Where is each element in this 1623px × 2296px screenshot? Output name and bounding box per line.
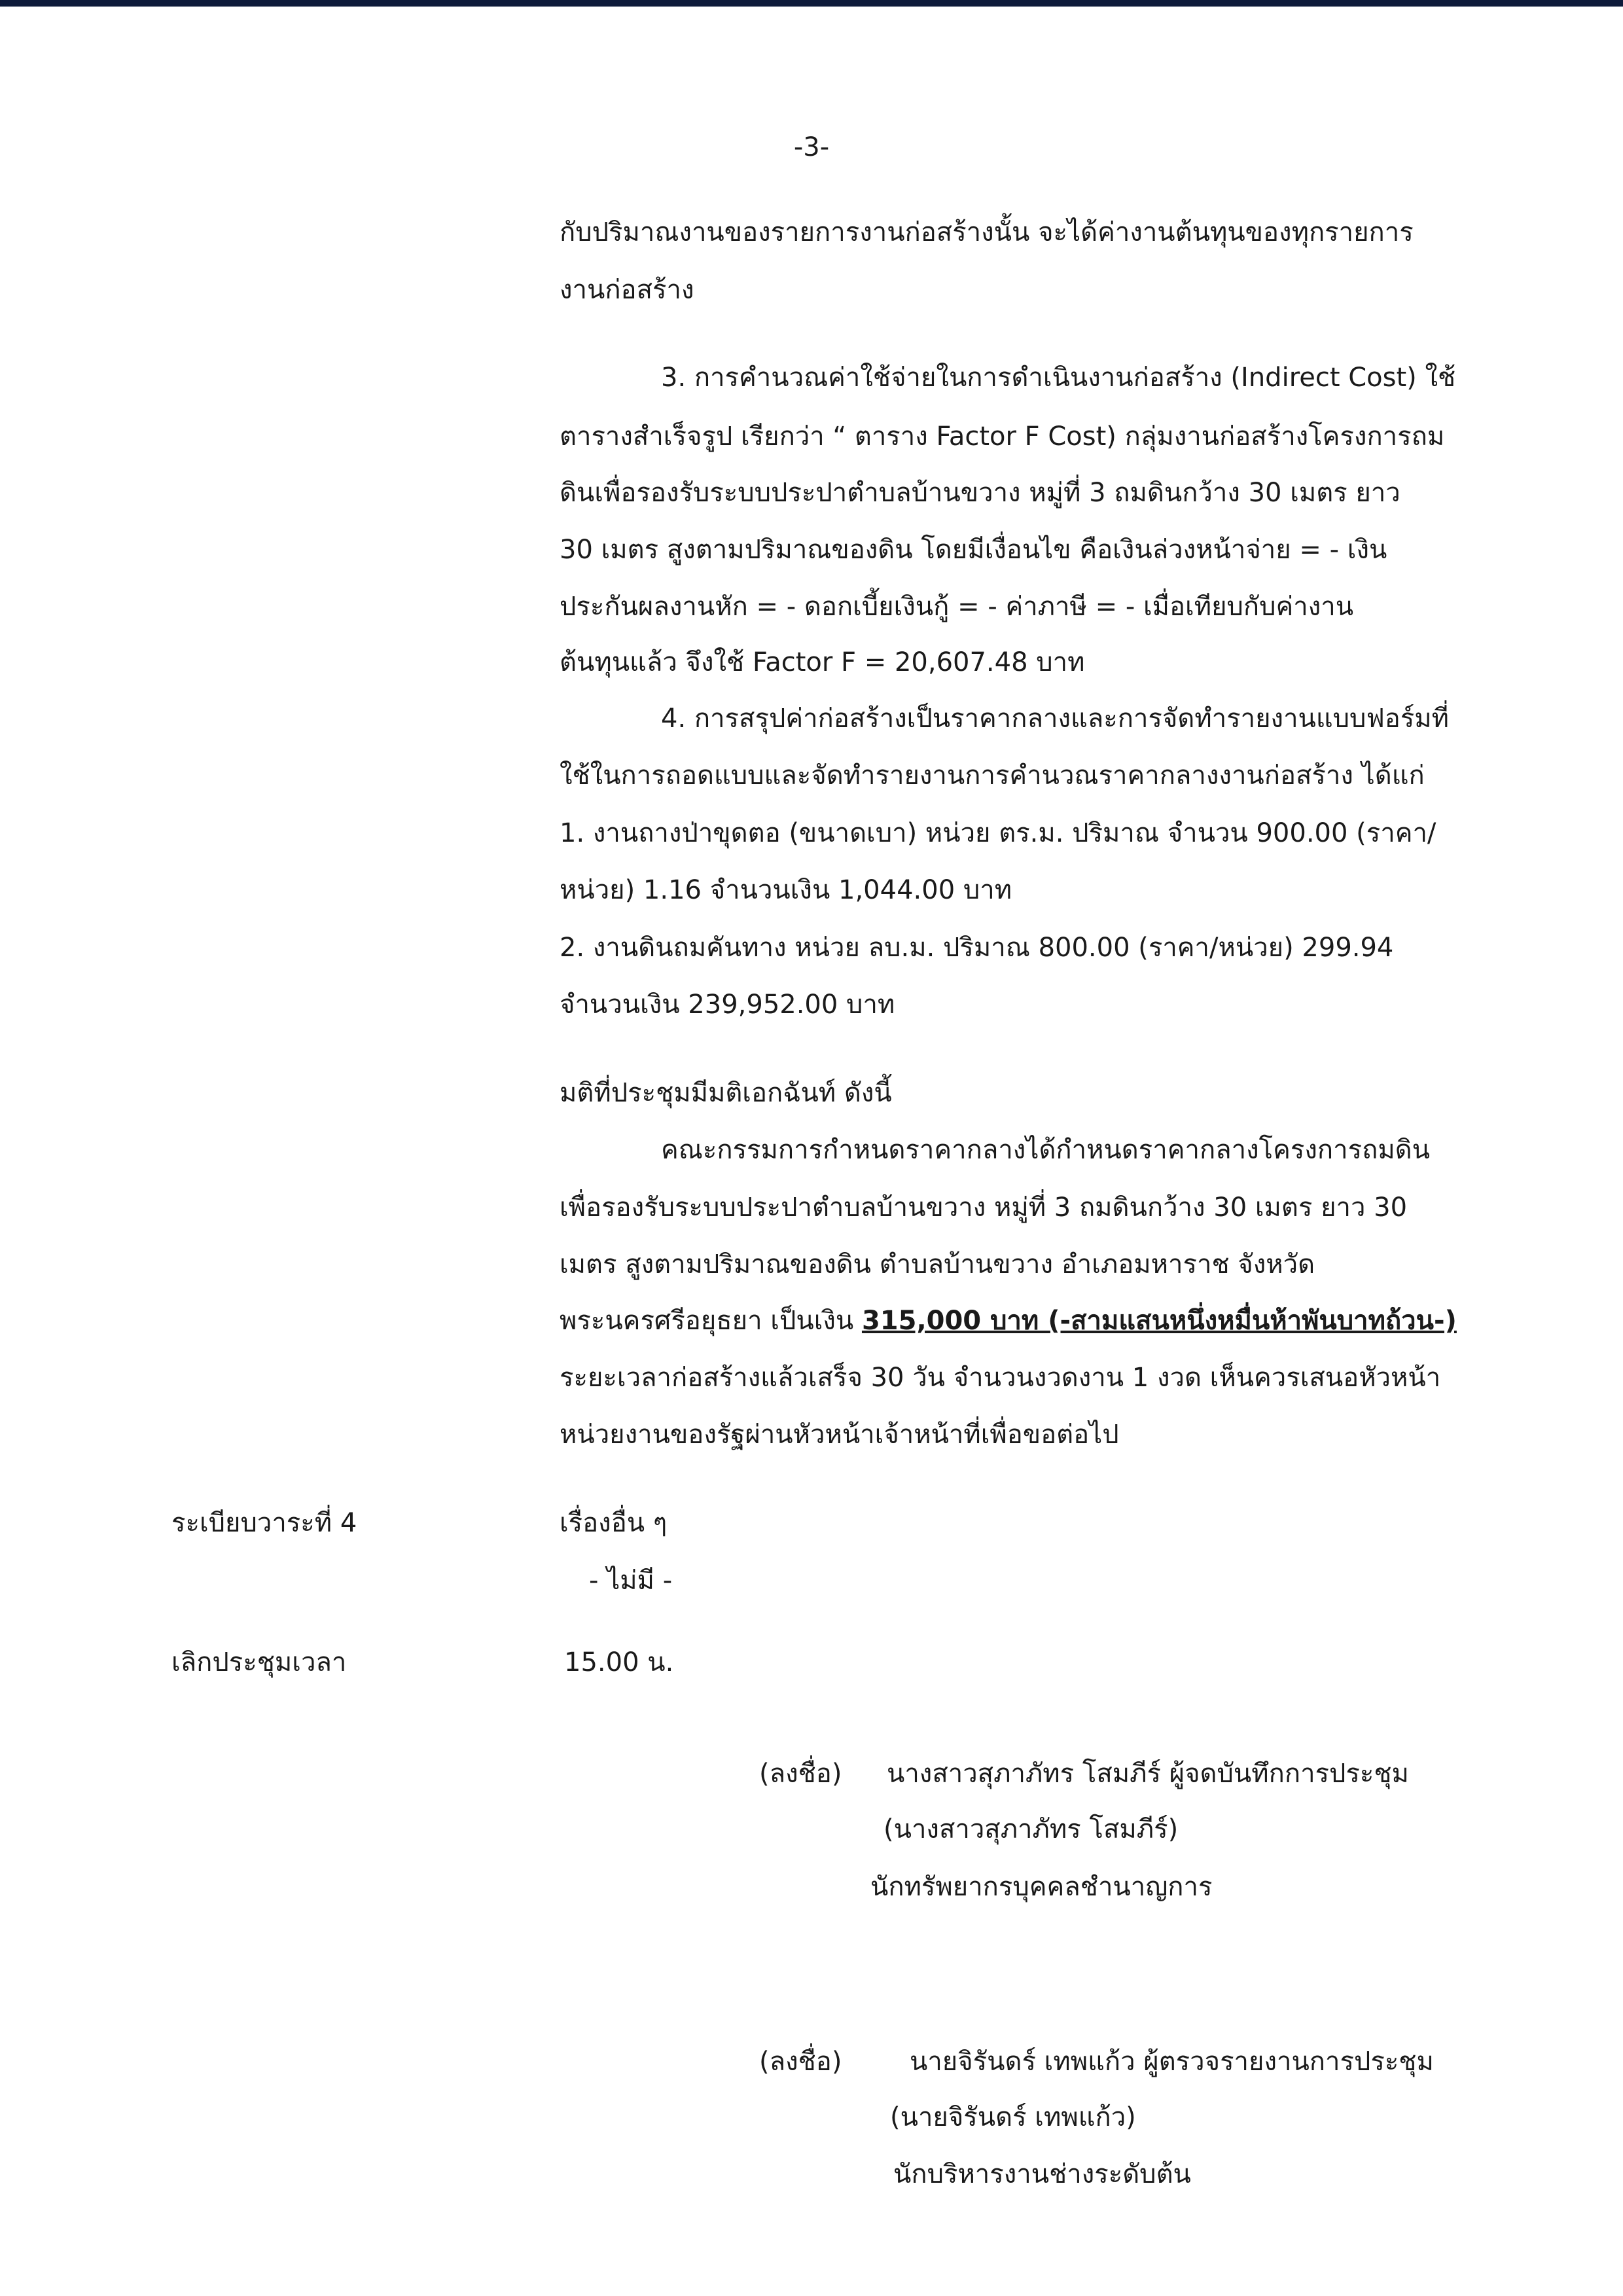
para3-line5: ประกันผลงานหัก = - ดอกเบี้ยเงินกู้ = - ค่าภาษี = - เมื่อเทียบกับค่างาน <box>560 592 1354 622</box>
sign2-prefix: (ลงชื่อ) <box>759 2047 842 2077</box>
para1-line2: งานก่อสร้าง <box>560 275 694 305</box>
sign1-name-role: นางสาวสุภาภัทร โสมภีร์ ผู้จดบันทึกการประชุม <box>887 1759 1409 1789</box>
sign1-prefix: (ลงชื่อ) <box>759 1759 842 1789</box>
sign2-name-role: นายจิรันดร์ เทพแก้ว ผู้ตรวจรายงานการประชุม <box>910 2047 1434 2077</box>
para3-line2: ตารางสำเร็จรูป เรียกว่า “ ตาราง Factor F Cost) กลุ่มงานก่อสร้างโครงการถม <box>560 422 1445 452</box>
para4-line3: 1. งานถางป่าขุดตอ (ขนาดเบา) หน่วย ตร.ม. ปริมาณ จำนวน 900.00 (ราคา/ <box>560 818 1436 848</box>
resolution-heading: มติที่ประชุมมีมติเอกฉันท์ ดังนี้ <box>560 1078 892 1108</box>
para4-line1: 4. การสรุปค่าก่อสร้างเป็นราคากลางและการจัดทำรายงานแบบฟอร์มที่ <box>661 704 1450 734</box>
agenda4-label: ระเบียบวาระที่ 4 <box>171 1508 357 1538</box>
sign1-name-paren: (นางสาวสุภาภัทร โสมภีร์) <box>883 1814 1179 1844</box>
para4-line5: 2. งานดินถมคันทาง หน่วย ลบ.ม. ปริมาณ 800.00 (ราคา/หน่วย) 299.94 <box>560 933 1394 963</box>
para3-line1: 3. การคำนวณค่าใช้จ่ายในการดำเนินงานก่อสร้าง (Indirect Cost) ใช้ <box>661 363 1456 393</box>
para3-line6: ต้นทุนแล้ว จึงใช้ Factor F = 20,607.48 บาท <box>560 647 1085 677</box>
resolution-line4 <box>560 1301 1457 1340</box>
para4-line6: จำนวนเงิน 239,952.00 บาท <box>560 990 895 1020</box>
sign2-position: นักบริหารงานช่างระดับต้น <box>893 2159 1191 2189</box>
para4-line2: ใช้ในการถอดแบบและจัดทำรายงานการคำนวณราคากลางงานก่อสร้าง ได้แก่ <box>560 761 1425 791</box>
para3-line3: ดินเพื่อรองรับระบบประปาตำบลบ้านขวาง หมู่ที่ 3 ถมดินกว้าง 30 เมตร ยาว <box>560 478 1400 508</box>
para4-line4: หน่วย) 1.16 จำนวนเงิน 1,044.00 บาท <box>560 875 1012 905</box>
close-label: เลิกประชุมเวลา <box>171 1647 347 1677</box>
resolution-amount: 315,000 บาท (-สามแสนหนึ่งหมื่นห้าพันบาทถ้วน-) <box>861 1306 1457 1336</box>
para3-line4: 30 เมตร สูงตามปริมาณของดิน โดยมีเงื่อนไข คือเงินล่วงหน้าจ่าย = - เงิน <box>560 535 1387 565</box>
sign1-position: นักทรัพยากรบุคคลชำนาญการ <box>870 1872 1213 1902</box>
resolution-line5: ระยะเวลาก่อสร้างแล้วเสร็จ 30 วัน จำนวนงวดงาน 1 งวด เห็นควรเสนอหัวหน้า <box>560 1363 1441 1393</box>
close-time: 15.00 น. <box>564 1647 674 1677</box>
resolution-line3: เมตร สูงตามปริมาณของดิน ตำบลบ้านขวาง อำเภอมหาราช จังหวัด <box>560 1249 1315 1280</box>
agenda4-title: เรื่องอื่น ๆ <box>560 1508 668 1538</box>
para1-line1: กับปริมาณงานของรายการงานก่อสร้างนั้น จะได้ค่างานต้นทุนของทุกรายการ <box>560 217 1414 247</box>
resolution-line2: เพื่อรองรับระบบประปาตำบลบ้านขวาง หมู่ที่ 3 ถมดินกว้าง 30 เมตร ยาว 30 <box>560 1193 1408 1223</box>
page-number: -3- <box>793 132 830 162</box>
agenda4-none: - ไม่มี - <box>589 1566 673 1596</box>
sign2-name-paren: (นายจิรันดร์ เทพแก้ว) <box>890 2102 1136 2132</box>
resolution-line4-text: พระนครศรีอยุธยา เป็นเงิน <box>560 1306 862 1336</box>
resolution-line6: หน่วยงานของรัฐผ่านหัวหน้าเจ้าหน้าที่เพื่อขอต่อไป <box>560 1420 1119 1450</box>
resolution-line1: คณะกรรมการกำหนดราคากลางได้กำหนดราคากลางโครงการถมดิน <box>661 1135 1430 1165</box>
top-border-line <box>0 0 1623 7</box>
